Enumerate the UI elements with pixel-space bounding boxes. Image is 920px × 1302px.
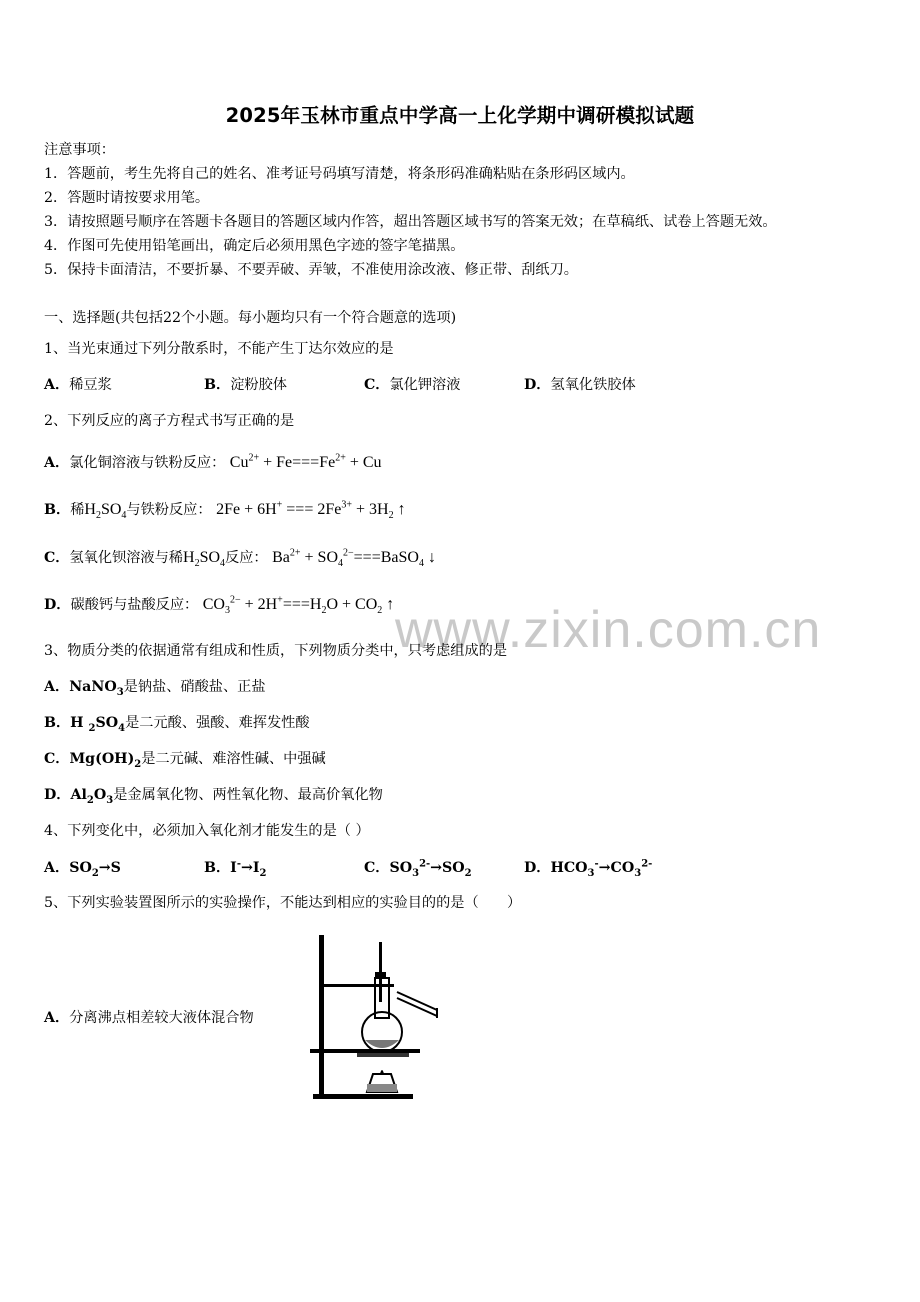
section-heading: 一、选择题(共包括22个小题。每小题均只有一个符合题意的选项) — [44, 310, 457, 326]
watermark: www.zixin.com.cn — [395, 601, 822, 659]
q4-option-a: A．$SO_2\to S$ — [44, 860, 121, 879]
q3-option-c: C．$Mg(OH)_2$是二元碱、难溶性碱、中强碱 — [44, 751, 326, 770]
q2-option-a: A．氯化铜溶液与铁粉反应： $Cu^{2+} + Fe===Fe^{2+} + Cu$ — [44, 452, 382, 471]
notice-item-1: 1．答题前，考生先将自己的姓名、准考证号码填写清楚，将条形码准确粘贴在条形码区域内。 — [44, 166, 635, 182]
question-1-stem: 1、当光束通过下列分散系时，不能产生丁达尔效应的是 — [44, 341, 394, 357]
question-4-stem: 4、下列变化中，必须加入氧化剂才能发生的是（ ） — [44, 823, 370, 839]
distillation-apparatus-image — [285, 932, 445, 1104]
notice-item-3: 3．请按照题号顺序在答题卡各题目的答题区域内作答，超出答题区域书写的答案无效；在草稿纸、试卷上答题无效。 — [44, 214, 777, 230]
q3-option-a: A．NaNO$_3$是钠盐、硝酸盐、正盐 — [44, 679, 266, 698]
q1-option-c: C．氯化钾溶液 — [364, 377, 461, 393]
notice-item-2: 2．答题时请按要求用笔。 — [44, 190, 210, 206]
q2-option-c: C．氢氧化钡溶液与稀$H_2SO_4$反应： $Ba^{2+}$ + $SO_4^{2-}===BaSO_4$ ↓ — [44, 547, 436, 570]
question-2-stem: 2、下列反应的离子方程式书写正确的是 — [44, 413, 295, 429]
q1-option-d: D．氢氧化铁胶体 — [524, 377, 636, 393]
q3-option-b: B．H $_2SO_4$是二元酸、强酸、难挥发性酸 — [44, 715, 310, 734]
notice-heading: 注意事项： — [44, 142, 115, 158]
q4-option-d: D．$HCO_3^-\to CO_3^{2-}$ — [524, 858, 653, 879]
q1-option-b: B．淀粉胶体 — [204, 377, 287, 393]
question-3-stem: 3、物质分类的依据通常有组成和性质，下列物质分类中，只考虑组成的是 — [44, 643, 508, 659]
q2-option-b: B．稀$H_2SO_4$与铁粉反应： 2Fe + 6H+ === $2Fe^{3+} + 3H_2$ ↑ — [44, 499, 406, 522]
q3-option-d: D．$Al_2O_3$是金属氧化物、两性氧化物、最高价氧化物 — [44, 787, 383, 806]
q4-option-b: B．$I^-\to I_2$ — [204, 858, 267, 879]
question-5-stem: 5、下列实验装置图所示的实验操作，不能达到相应的实验目的的是（ ） — [44, 895, 522, 911]
page-title: 2025年玉林市重点中学高一上化学期中调研模拟试题 — [225, 104, 695, 127]
q1-option-a: A．稀豆浆 — [44, 377, 112, 393]
q5-option-a: A．分离沸点相差较大液体混合物 — [44, 1010, 254, 1026]
notice-item-4: 4．作图可先使用铅笔画出，确定后必须用黑色字迹的签字笔描黑。 — [44, 238, 465, 254]
notice-item-5: 5．保持卡面清洁，不要折暴、不要弄破、弄皱，不准使用涂改液、修正带、刮纸刀。 — [44, 262, 578, 278]
q4-option-c: C．$SO_3^{2-}\to SO_2$ — [364, 858, 472, 879]
q2-option-d: D．碳酸钙与盐酸反应： $CO_3^{2-} + 2H^+===H_2O + CO_2$ ↑ — [44, 594, 395, 617]
